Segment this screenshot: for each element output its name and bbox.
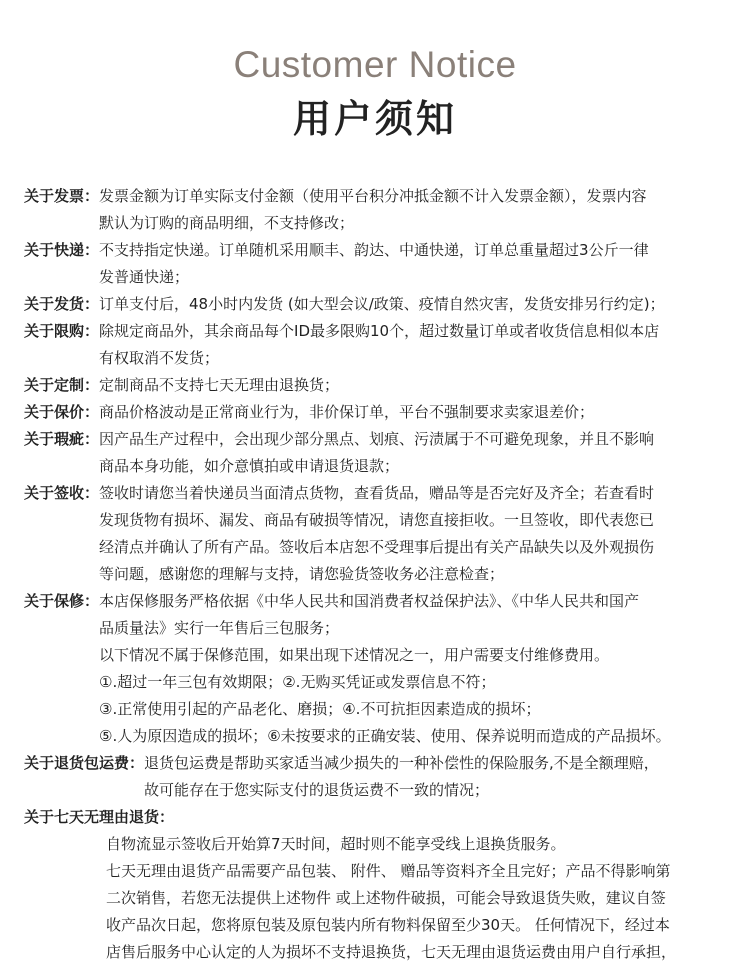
notice-section: [24, 183, 724, 237]
section-label: 关于发票：: [24, 187, 100, 205]
section-line: 不支持指定快递。订单随机采用顺丰、韵达、中通快递，订单总重量超过3公斤一律: [99, 241, 649, 259]
section-line: 商品价格波动是正常商业行为，非价保订单，平台不强制要求卖家退差价；: [99, 403, 595, 421]
section-line: 发普通快递；: [99, 268, 190, 286]
section-line: 故可能存在于您实际支付的退货运费不一致的情况；: [144, 781, 490, 799]
section-line: 因产品生产过程中，会出现少部分黑点、划痕、污渍属于不可避免现象，并且不影响: [99, 430, 655, 448]
section-label: 关于发货：: [24, 295, 100, 313]
section-line: 订单支付后，48小时内发货 (如大型会议/政策、疫情自然灾害，发货安排另行约定)；: [99, 295, 665, 313]
section-line: 发现货物有损坏、漏发、商品有破损等情况，请您直接拒收。一旦签收，即代表您已: [99, 511, 655, 529]
section-line: 发票金额为订单实际支付金额（使用平台积分冲抵金额不计入发票金额），发票内容: [99, 187, 647, 205]
section-label: 关于定制：: [24, 376, 100, 394]
section-body: [24, 831, 724, 966]
notice-section: [24, 237, 724, 291]
section-body: [99, 318, 724, 372]
section-label: 关于七天无理由退货：: [24, 808, 175, 826]
section-body: [99, 588, 724, 750]
section-line: 店售后服务中心认定的人为损坏不支持退换货，七天无理由退货运费由用户自行承担，: [106, 943, 677, 961]
section-label: 关于签收：: [24, 484, 100, 502]
notice-sections: [24, 183, 724, 804]
notice-section: [24, 426, 724, 480]
section-label: 关于退货包运费：: [24, 754, 145, 772]
section-line: 等问题，感谢您的理解与支持，请您验货签收务必注意检查；: [99, 565, 505, 583]
title-english: Customer Notice: [233, 44, 517, 85]
notice-section: [24, 291, 724, 318]
section-label: 关于快递：: [24, 241, 100, 259]
section-body: [99, 372, 724, 399]
section-body: [99, 426, 724, 480]
section-label: 关于瑕疵：: [24, 430, 100, 448]
section-line: 商品本身功能，如介意慎拍或申请退货退款；: [99, 457, 400, 475]
section-line: 七天无理由退货产品需要产品包装、 附件、 赠品等资料齐全且完好；产品不得影响第: [106, 862, 671, 880]
notice-section: [24, 480, 724, 588]
section-label: 关于保修：: [24, 592, 100, 610]
section-line: 以下情况不属于保修范围，如果出现下述情况之一，用户需要支付维修费用。: [99, 646, 610, 664]
notice-section: [24, 588, 724, 750]
section-body: [99, 183, 724, 237]
notice-content: [24, 183, 724, 966]
section-line: 签收时请您当着快递员当面清点货物，查看货品，赠品等是否完好及齐全；若查看时: [99, 484, 655, 502]
section-line: 本店保修服务严格依据《中华人民共和国消费者权益保护法》、《中华人民共和国产: [99, 592, 640, 610]
section-body: [99, 399, 724, 426]
notice-section: [24, 399, 724, 426]
title-chinese: 用户须知: [292, 97, 457, 141]
section-line: 有权取消不发货；: [99, 349, 220, 367]
section-line: ⑤.人为原因造成的损坏；⑥未按要求的正确安装、使用、保养说明而造成的产品损坏。: [99, 727, 671, 745]
notice-section: [24, 318, 724, 372]
section-line: 定制商品不支持七天无理由退换货；: [99, 376, 340, 394]
notice-section: [24, 750, 724, 804]
section-line: 退货包运费是帮助买家适当减少损失的一种补偿性的保险服务,不是全额理赔，: [144, 754, 659, 772]
section-body: [99, 237, 724, 291]
section-body: [99, 480, 724, 588]
notice-section: [24, 372, 724, 399]
section-line: 除规定商品外，其余商品每个ID最多限购10个，超过数量订单或者收货信息相似本店: [99, 322, 660, 340]
section-label: 关于保价：: [24, 403, 100, 421]
section-label: 关于限购：: [24, 322, 100, 340]
section-line: 收产品次日起，您将原包装及原包装内所有物料保留至少30天。 任何情况下，经过本: [106, 916, 670, 934]
section-line: 默认为订购的商品明细，不支持修改；: [99, 214, 355, 232]
section-line: 经清点并确认了所有产品。签收后本店恕不受理事后提出有关产品缺失以及外观损伤: [99, 538, 655, 556]
section-body: [99, 291, 724, 318]
section-line: 自物流显示签收后开始算7天时间，超时则不能享受线上退换货服务。: [106, 835, 566, 853]
section-line: ①.超过一年三包有效期限；②.无购买凭证或发票信息不符；: [99, 673, 496, 691]
section-line: ③.正常使用引起的产品老化、磨损；④.不可抗拒因素造成的损坏；: [99, 700, 541, 718]
section-line: 品质量法》实行一年售后三包服务；: [99, 619, 340, 637]
section-line: 二次销售，若您无法提供上述物件 或上述物件破损，可能会导致退货失败，建议自签: [106, 889, 666, 907]
section-body: [144, 750, 724, 804]
section-seven-day-return: [24, 804, 724, 966]
